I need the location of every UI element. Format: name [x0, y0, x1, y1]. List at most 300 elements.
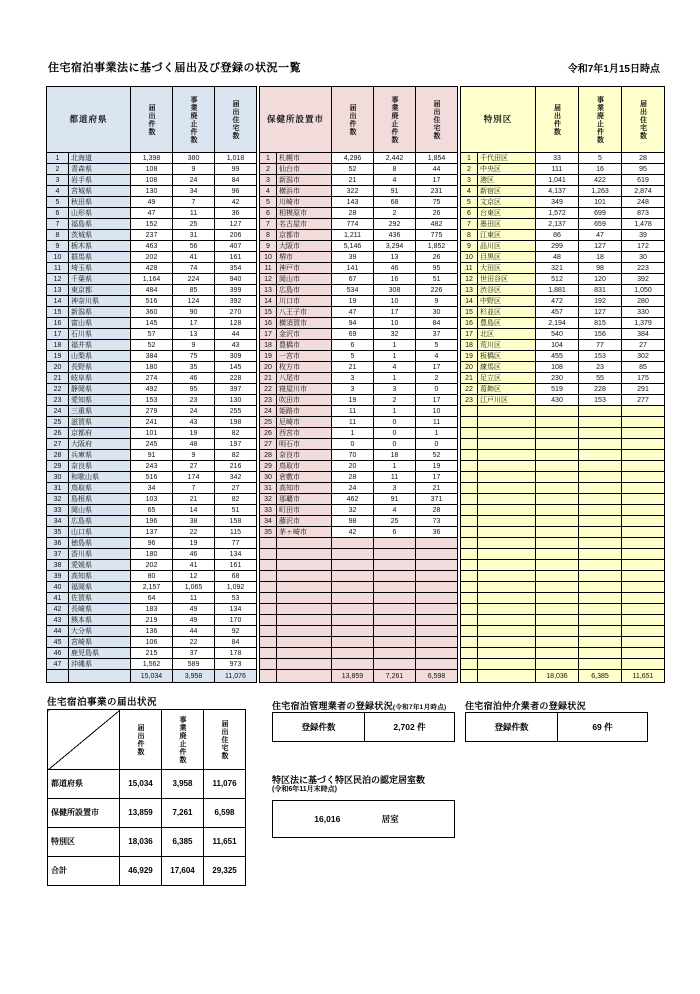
value-cell — [416, 637, 458, 648]
name-cell: 茅ヶ崎市 — [277, 527, 332, 538]
table-row — [47, 340, 257, 351]
name-cell: 愛知県 — [69, 395, 131, 406]
row-number-cell — [461, 582, 478, 593]
row-number-cell: 13 — [461, 285, 478, 296]
value-cell: 1,050 — [622, 285, 665, 296]
total-value-cell: 6,385 — [579, 670, 622, 683]
name-cell — [277, 659, 332, 670]
row-number-cell: 33 — [260, 505, 277, 516]
row-number-cell: 20 — [260, 362, 277, 373]
table-row — [47, 307, 257, 318]
value-cell: 18 — [579, 252, 622, 263]
value-cell — [579, 549, 622, 560]
value-cell — [622, 494, 665, 505]
value-cell: 10 — [416, 406, 458, 417]
col-header-discontinued: 事業廃止件数 — [374, 87, 416, 153]
value-cell — [536, 604, 579, 615]
value-cell: 699 — [579, 208, 622, 219]
value-cell: 52 — [332, 164, 374, 175]
value-cell: 940 — [215, 274, 257, 285]
value-cell: 64 — [131, 593, 173, 604]
value-cell — [416, 538, 458, 549]
value-cell: 1 — [374, 340, 416, 351]
summary-row-prefectures — [48, 770, 246, 799]
table-row — [461, 637, 665, 648]
row-number-cell: 9 — [260, 241, 277, 252]
table-row — [47, 351, 257, 362]
row-number-cell: 5 — [47, 197, 69, 208]
header-row — [461, 87, 665, 153]
value-cell — [332, 560, 374, 571]
name-cell: 板橋区 — [478, 351, 536, 362]
value-cell: 0 — [374, 428, 416, 439]
value-cell: 96 — [131, 538, 173, 549]
table-row — [47, 219, 257, 230]
name-cell — [277, 604, 332, 615]
value-cell — [622, 615, 665, 626]
value-cell: 32 — [374, 329, 416, 340]
table-row — [47, 593, 257, 604]
name-cell: 愛媛県 — [69, 560, 131, 571]
value-cell: 16 — [579, 164, 622, 175]
value-cell — [374, 637, 416, 648]
value-cell — [579, 648, 622, 659]
row-number-cell: 12 — [47, 274, 69, 285]
name-cell: 西宮市 — [277, 428, 332, 439]
row-number-cell: 7 — [461, 219, 478, 230]
table-row — [47, 648, 257, 659]
value-cell: 1,379 — [622, 318, 665, 329]
row-number-cell: 41 — [47, 593, 69, 604]
name-cell: 熊本県 — [69, 615, 131, 626]
value-cell — [536, 417, 579, 428]
value-cell: 407 — [215, 241, 257, 252]
value-cell — [332, 604, 374, 615]
value-cell — [622, 626, 665, 637]
value-cell — [416, 582, 458, 593]
row-number-cell: 40 — [47, 582, 69, 593]
value-cell: 77 — [215, 538, 257, 549]
total-value-cell: 7,261 — [374, 670, 416, 683]
value-cell: 98 — [579, 263, 622, 274]
diagonal-corner-cell — [48, 710, 120, 770]
value-cell: 19 — [416, 461, 458, 472]
table-row — [47, 395, 257, 406]
value-cell: 115 — [215, 527, 257, 538]
table-row — [461, 538, 665, 549]
value-cell: 202 — [131, 252, 173, 263]
value-cell: 472 — [536, 296, 579, 307]
name-cell — [277, 582, 332, 593]
table-row — [260, 439, 458, 450]
value-cell: 228 — [215, 373, 257, 384]
value-cell: 342 — [215, 472, 257, 483]
value-cell: 6 — [332, 340, 374, 351]
name-cell: 倉敷市 — [277, 472, 332, 483]
value-cell: 15,034 — [120, 770, 162, 799]
value-cell: 38 — [173, 516, 215, 527]
value-cell: 3 — [374, 384, 416, 395]
table-row — [260, 472, 458, 483]
value-cell: 104 — [536, 340, 579, 351]
broker-registration-title — [465, 699, 586, 712]
value-cell — [622, 659, 665, 670]
table-row — [461, 593, 665, 604]
name-cell: 宮崎県 — [69, 637, 131, 648]
table-row — [260, 516, 458, 527]
room-count-value: 16,016 — [314, 814, 341, 824]
value-cell: 428 — [131, 263, 173, 274]
row-number-cell: 11 — [461, 263, 478, 274]
name-cell — [277, 549, 332, 560]
value-cell: 279 — [131, 406, 173, 417]
value-cell — [416, 593, 458, 604]
value-cell — [579, 538, 622, 549]
col-header-notifications: 届出件数 — [536, 87, 579, 153]
value-cell: 73 — [416, 516, 458, 527]
table-row — [260, 318, 458, 329]
city-section-table — [259, 86, 458, 683]
value-cell: 3 — [332, 384, 374, 395]
row-number-cell: 36 — [47, 538, 69, 549]
name-cell: 江東区 — [478, 230, 536, 241]
table-row — [260, 527, 458, 538]
value-cell: 1,572 — [536, 208, 579, 219]
value-cell: 2,137 — [536, 219, 579, 230]
row-number-cell — [461, 648, 478, 659]
name-cell: 札幌市 — [277, 153, 332, 164]
value-cell: 11 — [416, 417, 458, 428]
row-number-cell: 25 — [260, 417, 277, 428]
value-cell: 85 — [173, 285, 215, 296]
table-row — [260, 252, 458, 263]
total-row — [260, 670, 458, 683]
value-cell: 28 — [332, 472, 374, 483]
value-cell: 51 — [215, 505, 257, 516]
table-row — [461, 395, 665, 406]
value-cell — [374, 538, 416, 549]
table-row — [260, 197, 458, 208]
name-cell: 大阪市 — [277, 241, 332, 252]
value-cell: 2,157 — [131, 582, 173, 593]
value-cell — [332, 659, 374, 670]
row-number-cell: 28 — [260, 450, 277, 461]
value-cell — [332, 593, 374, 604]
table-row — [260, 164, 458, 175]
col-header-notifications: 届出件数 — [131, 87, 173, 153]
name-cell: 姫路市 — [277, 406, 332, 417]
name-cell: 大阪府 — [69, 439, 131, 450]
row-number-cell: 20 — [47, 362, 69, 373]
value-cell: 127 — [215, 219, 257, 230]
name-cell: 岐阜県 — [69, 373, 131, 384]
value-cell: 230 — [536, 373, 579, 384]
name-cell: 渋谷区 — [478, 285, 536, 296]
row-number-cell: 10 — [47, 252, 69, 263]
table-row — [260, 384, 458, 395]
name-cell: 品川区 — [478, 241, 536, 252]
value-cell: 2 — [374, 395, 416, 406]
value-cell: 3 — [332, 373, 374, 384]
table-row — [47, 461, 257, 472]
name-cell: 鳥取市 — [277, 461, 332, 472]
ward-header: 特別区 — [461, 87, 536, 153]
total-value-cell: 11,076 — [215, 670, 257, 683]
row-number-cell — [461, 461, 478, 472]
as-of-date: 令和7年1月15日時点 — [567, 64, 660, 75]
summary-row-cities — [48, 799, 246, 828]
name-cell — [478, 648, 536, 659]
table-row — [47, 208, 257, 219]
prefecture-section-table — [46, 86, 257, 683]
row-number-cell: 46 — [47, 648, 69, 659]
value-cell: 98 — [332, 516, 374, 527]
value-cell — [536, 494, 579, 505]
name-cell: 兵庫県 — [69, 450, 131, 461]
total-value-cell: 13,859 — [332, 670, 374, 683]
value-cell — [579, 461, 622, 472]
name-cell: 長崎県 — [69, 604, 131, 615]
row-number-cell: 19 — [47, 351, 69, 362]
table-row — [461, 604, 665, 615]
name-cell: 八王子市 — [277, 307, 332, 318]
name-cell: 静岡県 — [69, 384, 131, 395]
row-number-cell — [260, 615, 277, 626]
table-row — [461, 153, 665, 164]
value-cell: 392 — [215, 296, 257, 307]
value-cell: 11 — [173, 593, 215, 604]
row-number-cell: 8 — [461, 230, 478, 241]
value-cell — [536, 483, 579, 494]
value-cell — [622, 560, 665, 571]
value-cell: 85 — [622, 362, 665, 373]
name-cell: 川口市 — [277, 296, 332, 307]
value-cell: 65 — [131, 505, 173, 516]
value-cell: 330 — [622, 307, 665, 318]
value-cell: 4,137 — [536, 186, 579, 197]
name-cell: 茨城県 — [69, 230, 131, 241]
value-cell: 13,859 — [120, 799, 162, 828]
value-cell — [579, 417, 622, 428]
value-cell — [622, 417, 665, 428]
row-number-cell: 1 — [47, 153, 69, 164]
value-cell — [579, 516, 622, 527]
name-cell: 富山県 — [69, 318, 131, 329]
value-cell — [374, 582, 416, 593]
total-value-cell: 15,034 — [131, 670, 173, 683]
name-cell: 三重県 — [69, 406, 131, 417]
value-cell: 13 — [173, 329, 215, 340]
row-number-cell: 22 — [47, 384, 69, 395]
value-cell: 349 — [536, 197, 579, 208]
value-cell: 198 — [215, 417, 257, 428]
value-cell — [622, 439, 665, 450]
value-cell: 216 — [215, 461, 257, 472]
row-number-cell: 16 — [461, 318, 478, 329]
name-cell: 世田谷区 — [478, 274, 536, 285]
value-cell: 774 — [332, 219, 374, 230]
name-cell — [478, 659, 536, 670]
value-cell: 49 — [173, 615, 215, 626]
value-cell: 18 — [374, 450, 416, 461]
row-number-cell: 4 — [260, 186, 277, 197]
row-number-cell: 24 — [260, 406, 277, 417]
value-cell: 436 — [374, 230, 416, 241]
value-cell — [579, 637, 622, 648]
registration-count-label: 登録件数 — [273, 713, 365, 741]
empty-cell — [260, 670, 277, 683]
value-cell: 384 — [131, 351, 173, 362]
value-cell: 134 — [215, 604, 257, 615]
name-cell: 岡山市 — [277, 274, 332, 285]
value-cell: 106 — [131, 637, 173, 648]
value-cell: 1 — [374, 461, 416, 472]
row-number-cell: 10 — [260, 252, 277, 263]
table-row — [260, 219, 458, 230]
value-cell: 91 — [131, 450, 173, 461]
value-cell: 397 — [215, 384, 257, 395]
value-cell: 6,385 — [162, 828, 204, 857]
value-cell: 243 — [131, 461, 173, 472]
value-cell: 540 — [536, 329, 579, 340]
row-label: 保健所設置市 — [48, 799, 120, 828]
table-row — [260, 373, 458, 384]
table-row — [260, 285, 458, 296]
value-cell: 422 — [579, 175, 622, 186]
row-number-cell: 2 — [260, 164, 277, 175]
value-cell — [579, 406, 622, 417]
summary-title: 住宅宿泊事業の届出状況 — [47, 697, 158, 708]
row-number-cell: 13 — [47, 285, 69, 296]
value-cell: 17 — [416, 175, 458, 186]
name-cell — [277, 615, 332, 626]
table-row — [47, 285, 257, 296]
name-cell: 金沢市 — [277, 329, 332, 340]
row-number-cell — [260, 538, 277, 549]
row-number-cell — [461, 450, 478, 461]
row-number-cell — [461, 516, 478, 527]
row-number-cell — [461, 527, 478, 538]
value-cell: 245 — [131, 439, 173, 450]
table-row — [47, 604, 257, 615]
summary-row-wards — [48, 828, 246, 857]
value-cell: 19 — [332, 296, 374, 307]
value-cell: 255 — [215, 406, 257, 417]
value-cell: 153 — [579, 351, 622, 362]
value-cell: 484 — [131, 285, 173, 296]
name-cell: 沖縄県 — [69, 659, 131, 670]
table-row — [260, 560, 458, 571]
empty-cell — [69, 670, 131, 683]
row-number-cell: 34 — [47, 516, 69, 527]
table-row — [47, 494, 257, 505]
table-row — [260, 274, 458, 285]
row-number-cell: 44 — [47, 626, 69, 637]
row-number-cell: 7 — [260, 219, 277, 230]
table-row — [461, 560, 665, 571]
value-cell: 43 — [215, 340, 257, 351]
table-row — [461, 659, 665, 670]
row-number-cell: 21 — [47, 373, 69, 384]
table-row — [260, 263, 458, 274]
value-cell: 127 — [579, 241, 622, 252]
value-cell: 274 — [131, 373, 173, 384]
value-cell — [622, 637, 665, 648]
name-cell: 明石市 — [277, 439, 332, 450]
value-cell — [622, 549, 665, 560]
row-number-cell — [461, 549, 478, 560]
name-cell — [478, 593, 536, 604]
count-unit: 件 — [604, 722, 613, 732]
row-number-cell: 37 — [47, 549, 69, 560]
value-cell: 136 — [131, 626, 173, 637]
table-row — [47, 428, 257, 439]
row-number-cell: 27 — [47, 439, 69, 450]
table-row — [461, 483, 665, 494]
name-cell: 墨田区 — [478, 219, 536, 230]
value-cell: 5 — [416, 340, 458, 351]
name-cell: 吹田市 — [277, 395, 332, 406]
name-cell: 岡山県 — [69, 505, 131, 516]
value-cell — [374, 615, 416, 626]
table-row — [260, 406, 458, 417]
row-number-cell: 18 — [47, 340, 69, 351]
title-note: (令和7年1月時点) — [392, 704, 447, 711]
table-row — [47, 538, 257, 549]
table-row — [47, 439, 257, 450]
name-cell — [478, 604, 536, 615]
name-cell: 那覇市 — [277, 494, 332, 505]
col-header-notifications: 届出件数 — [120, 710, 162, 770]
total-value-cell: 6,598 — [416, 670, 458, 683]
name-cell: 高知市 — [277, 483, 332, 494]
value-cell — [416, 648, 458, 659]
value-cell: 180 — [131, 549, 173, 560]
table-row — [260, 461, 458, 472]
prefecture-header: 都道府県 — [47, 87, 131, 153]
value-cell: 815 — [579, 318, 622, 329]
table-row — [47, 197, 257, 208]
row-number-cell: 5 — [260, 197, 277, 208]
value-cell: 172 — [622, 241, 665, 252]
value-cell: 53 — [215, 593, 257, 604]
col-header-discontinued: 事業廃止件数 — [173, 87, 215, 153]
value-cell: 1,092 — [215, 582, 257, 593]
name-cell: 町田市 — [277, 505, 332, 516]
name-cell: 横浜市 — [277, 186, 332, 197]
table-row — [260, 428, 458, 439]
name-cell: 奈良県 — [69, 461, 131, 472]
name-cell: 徳島県 — [69, 538, 131, 549]
table-row — [260, 351, 458, 362]
table-row — [461, 461, 665, 472]
total-row — [461, 670, 665, 683]
row-number-cell — [461, 593, 478, 604]
name-cell: 名古屋市 — [277, 219, 332, 230]
value-cell: 430 — [536, 395, 579, 406]
row-number-cell: 35 — [260, 527, 277, 538]
value-cell: 516 — [131, 296, 173, 307]
value-cell: 84 — [215, 637, 257, 648]
name-cell: 尼崎市 — [277, 417, 332, 428]
value-cell: 46 — [374, 263, 416, 274]
value-cell: 241 — [131, 417, 173, 428]
value-cell — [332, 615, 374, 626]
value-cell — [536, 428, 579, 439]
name-cell: 豊橋市 — [277, 340, 332, 351]
table-row — [47, 549, 257, 560]
table-row — [47, 571, 257, 582]
